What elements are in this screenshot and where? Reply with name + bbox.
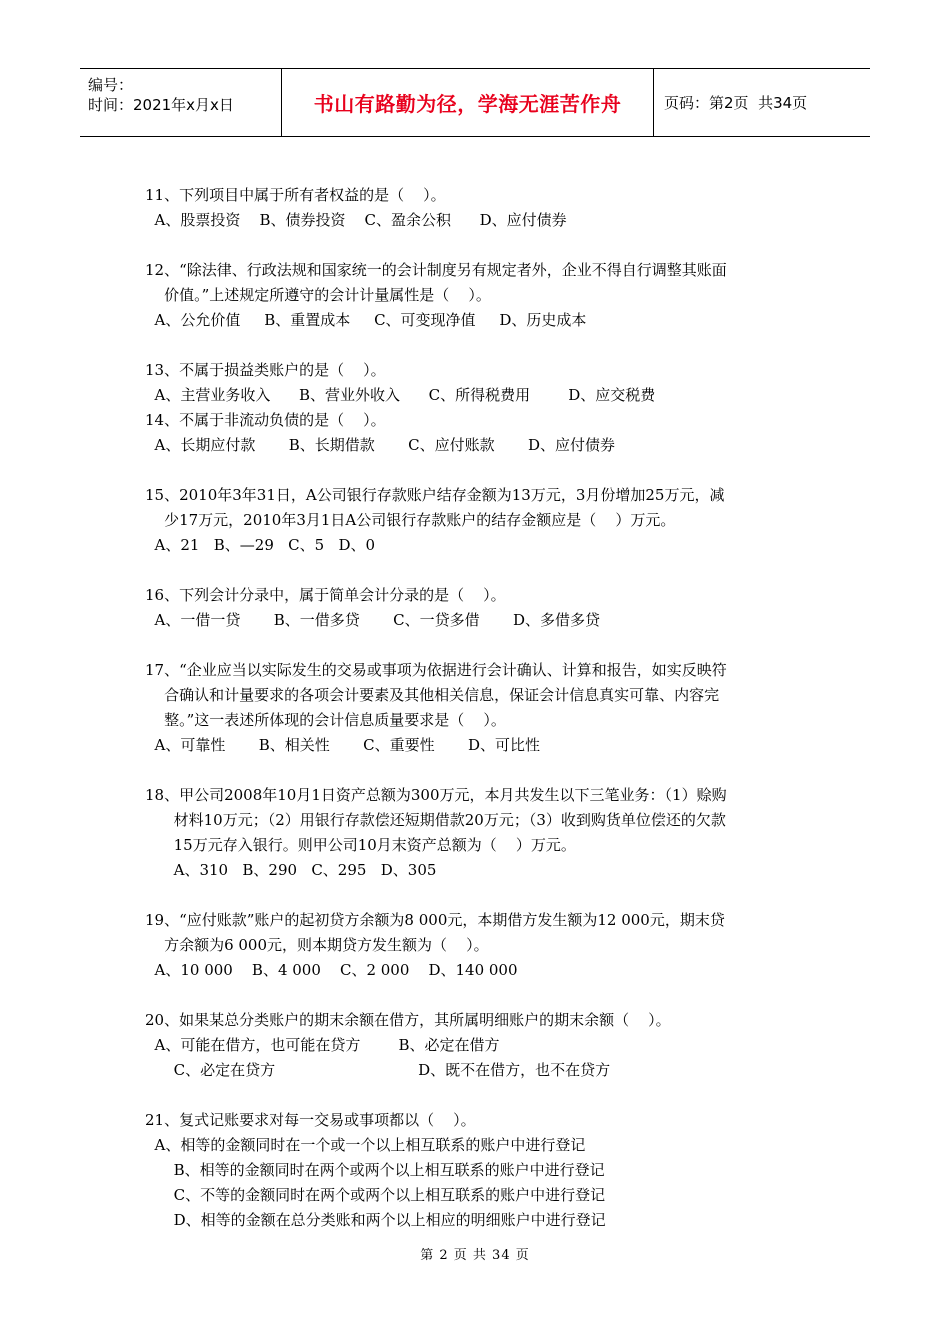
page-header (80, 68, 870, 137)
question-20 (145, 1008, 815, 1083)
footer-page-number: 第 2 页 共 34 页 (420, 1248, 530, 1263)
question-options: B、相等的金额同时在两个或两个以上相互联系的账户中进行登记 (145, 1161, 605, 1179)
question-options: C、必定在贷方 D、既不在借方，也不在贷方 (145, 1061, 611, 1079)
question-options: A、长期应付款 B、长期借款 C、应付账款 D、应付债券 (145, 436, 616, 454)
question-options: A、股票投资 B、债券投资 C、盈余公积 D、应付债券 (145, 211, 567, 229)
header-page-cell (654, 69, 870, 136)
question-text: 11、下列项目中属于所有者权益的是（ ）。 (145, 186, 446, 204)
question-16 (145, 583, 815, 633)
header-left-cell (80, 69, 282, 136)
question-options: A、可靠性 B、相关性 C、重要性 D、可比性 (145, 736, 541, 754)
question-21 (145, 1108, 815, 1233)
question-options: A、相等的金额同时在一个或一个以上相互联系的账户中进行登记 (145, 1136, 586, 1154)
question-15 (145, 483, 815, 558)
doc-time-label: 时间：2021年x月x日 (88, 96, 234, 114)
question-options: C、不等的金额同时在两个或两个以上相互联系的账户中进行登记 (145, 1186, 606, 1204)
header-motto: 书山有路勤为径，学海无涯苦作舟 (313, 92, 622, 116)
question-options: A、10 000 B、4 000 C、2 000 D、140 000 (145, 961, 518, 979)
question-text: 14、不属于非流动负债的是（ ）。 (145, 411, 386, 429)
question-options: A、主营业务收入 B、营业外收入 C、所得税费用 D、应交税费 (145, 386, 656, 404)
question-text: 材料10万元；（2）用银行存款偿还短期借款20万元；（3）收到购货单位偿还的欠款 (145, 811, 726, 829)
question-options: A、可能在借方，也可能在贷方 B、必定在借方 (145, 1036, 500, 1054)
question-13-14 (145, 358, 815, 458)
question-text: 15、2010年3年31日，A公司银行存款账户结存金额为13万元，3月份增加25万元，减 (145, 486, 725, 504)
question-text: 12、“除法律、行政法规和国家统一的会计制度另有规定者外，企业不得自行调整其账面 (145, 261, 727, 279)
question-options: A、21 B、—29 C、5 D、0 (145, 536, 376, 554)
question-text: 少17万元，2010年3月1日A公司银行存款账户的结存金额应是（ ）万元。 (145, 511, 676, 529)
question-12 (145, 258, 815, 333)
question-17 (145, 658, 815, 758)
question-list (145, 183, 815, 1233)
question-text: 价值。”上述规定所遵守的会计计量属性是（ ）。 (145, 286, 491, 304)
question-18 (145, 783, 815, 883)
question-text: 13、不属于损益类账户的是（ ）。 (145, 361, 386, 379)
question-options: A、公允价值 B、重置成本 C、可变现净值 D、历史成本 (145, 311, 587, 329)
question-options: A、310 B、290 C、295 D、305 (145, 861, 437, 879)
question-text: 16、下列会计分录中，属于简单会计分录的是（ ）。 (145, 586, 506, 604)
question-text: 21、复式记账要求对每一交易或事项都以（ ）。 (145, 1111, 476, 1129)
question-options: A、一借一贷 B、一借多贷 C、一贷多借 D、多借多贷 (145, 611, 601, 629)
question-text: 19、“应付账款”账户的起初贷方余额为8 000元，本期借方发生额为12 000元，期末贷 (145, 911, 725, 929)
question-text: 方余额为6 000元，则本期贷方发生额为（ ）。 (145, 936, 489, 954)
question-text: 20、如果某总分类账户的期末余额在借方，其所属明细账户的期末余额（ ）。 (145, 1011, 671, 1029)
question-11 (145, 183, 815, 233)
header-page-info: 页码：第2页 共34页 (664, 94, 808, 112)
question-19 (145, 908, 815, 983)
question-options: D、相等的金额在总分类账和两个以上相应的明细账户中进行登记 (145, 1211, 606, 1229)
header-motto-cell (282, 69, 654, 136)
question-text: 17、“企业应当以实际发生的交易或事项为依据进行会计确认、计算和报告，如实反映符 (145, 661, 727, 679)
doc-number-label: 编号： (88, 76, 134, 94)
question-text: 合确认和计量要求的各项会计要素及其他相关信息，保证会计信息真实可靠、内容完 (145, 686, 720, 704)
page-footer (0, 1244, 950, 1263)
question-text: 18、甲公司2008年10月1日资产总额为300万元，本月共发生以下三笔业务：（1）赊购 (145, 786, 727, 804)
question-text: 整。”这一表述所体现的会计信息质量要求是（ ）。 (145, 711, 506, 729)
question-text: 15万元存入银行。则甲公司10月末资产总额为（ ）万元。 (145, 836, 576, 854)
